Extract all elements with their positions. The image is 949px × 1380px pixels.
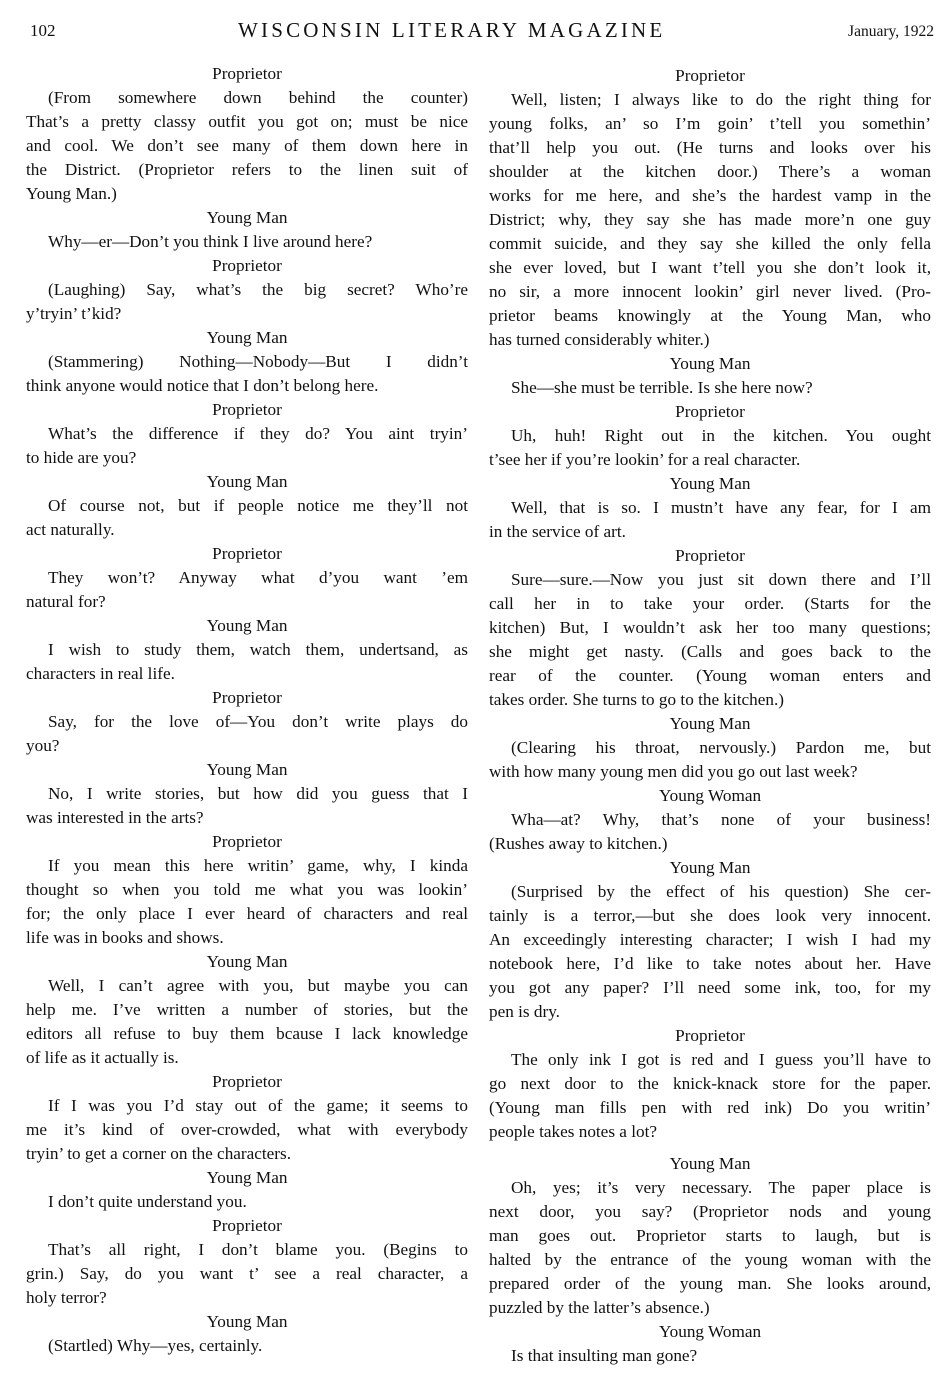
dialogue-line: Why—er—Don’t you think I live around here? — [48, 232, 373, 251]
dialogue-line: (Laughing) Say, what’s the big secret? Who’re — [48, 280, 468, 299]
dialogue-line: Sure—sure.—Now you just sit down there and I’ll — [511, 570, 931, 589]
dialogue-line: call her in to take your order. (Starts for the — [489, 594, 931, 613]
speaker-name: Proprietor — [675, 1026, 745, 1045]
dialogue-line: prietor beams knowingly at the Young Man, who — [489, 306, 931, 325]
speaker-name: Young Man — [206, 1312, 288, 1331]
speaker-name: Young Man — [206, 952, 288, 971]
speaker-name: Young Man — [669, 714, 751, 733]
speaker-name: Young Man — [206, 1168, 288, 1187]
dialogue-line: me it’s kind of over-crowded, what with everybody — [26, 1120, 468, 1139]
dialogue-line: go next door to the knick-knack store for the paper. — [489, 1074, 931, 1093]
speaker-name: Proprietor — [212, 544, 282, 563]
dialogue-line: in the service of art. — [489, 522, 626, 541]
page-number: 102 — [30, 21, 56, 40]
dialogue-block — [26, 1070, 468, 1166]
speaker-name: Young Man — [206, 328, 288, 347]
dialogue-line: That’s a pretty classy outfit you got on; must be nice — [26, 112, 468, 131]
dialogue-block — [489, 1320, 931, 1368]
dialogue-line: Of course not, but if people notice me they’ll not — [48, 496, 468, 515]
issue-date: January, 1922 — [848, 23, 934, 40]
dialogue-line: life was in books and shows. — [26, 928, 224, 947]
dialogue-line: shoulder at the kitchen door.) There’s a woman — [489, 162, 931, 181]
dialogue-block — [26, 1310, 468, 1358]
speaker-name: Young Woman — [658, 786, 762, 805]
dialogue-line: No, I write stories, but how did you guess that I — [48, 784, 468, 803]
dialogue-block — [26, 830, 468, 950]
dialogue-line: If you mean this here writin’ game, why, I kinda — [48, 856, 468, 875]
dialogue-line: natural for? — [26, 592, 106, 611]
dialogue-line: Well, listen; I always like to do the right thing for — [511, 90, 931, 109]
dialogue-line: takes order. She turns to go to the kitchen.) — [489, 690, 784, 709]
speaker-name: Young Man — [669, 354, 751, 373]
speaker-name: Proprietor — [212, 400, 282, 419]
dialogue-line: (Surprised by the effect of his question) She cer- — [511, 882, 931, 901]
dialogue-line: commit suicide, and they say she killed the only fella — [489, 234, 931, 253]
dialogue-block — [26, 206, 468, 254]
dialogue-line: prepared order of the young man. She looks around, — [489, 1274, 931, 1293]
speaker-name: Young Man — [206, 208, 288, 227]
dialogue-line: tryin’ to get a corner on the characters. — [26, 1144, 292, 1163]
dialogue-block — [489, 712, 931, 784]
dialogue-line: That’s all right, I don’t blame you. (Begins to — [48, 1240, 468, 1259]
dialogue-block — [489, 400, 931, 472]
dialogue-line: rear of the counter. (Young woman enters and — [489, 666, 931, 685]
dialogue-line: was interested in the arts? — [26, 808, 204, 827]
dialogue-line: Is that insulting man gone? — [511, 1346, 698, 1365]
dialogue-line: If I was you I’d stay out of the game; it seems to — [48, 1096, 468, 1115]
dialogue-line: grin.) Say, do you want t’ see a real character, a — [26, 1264, 468, 1283]
dialogue-line: help me. I’ve written a number of stories, but the — [26, 1000, 468, 1019]
dialogue-line: no sir, a more innocent lookin’ girl never lived. (Pro- — [489, 282, 931, 301]
dialogue-block — [26, 686, 468, 758]
dialogue-line: with how many young men did you go out last week? — [489, 762, 858, 781]
speaker-name: Proprietor — [675, 546, 745, 565]
dialogue-line: Oh, yes; it’s very necessary. The paper place is — [511, 1178, 931, 1197]
dialogue-line: young folks, an’ so I’m goin’ t’tell you somethin’ — [489, 114, 931, 133]
speaker-name: Proprietor — [212, 64, 282, 83]
speaker-name: Young Woman — [658, 1322, 762, 1341]
dialogue-line: holy terror? — [26, 1288, 107, 1307]
dialogue-line: characters in real life. — [26, 664, 175, 683]
dialogue-line: she might get nasty. (Calls and goes back to the — [489, 642, 931, 661]
speaker-name: Young Man — [669, 858, 751, 877]
dialogue-line: She—she must be terrible. Is she here now? — [511, 378, 813, 397]
dialogue-line: (Rushes away to kitchen.) — [489, 834, 668, 853]
dialogue-line: the District. (Proprietor refers to the linen suit of — [26, 160, 468, 179]
dialogue-line: (Startled) Why—yes, certainly. — [48, 1336, 263, 1355]
dialogue-line: to hide are you? — [26, 448, 137, 467]
dialogue-line: of life as it actually is. — [26, 1048, 179, 1067]
dialogue-line: (From somewhere down behind the counter) — [48, 88, 468, 107]
right-column — [489, 64, 931, 1368]
dialogue-block — [489, 544, 931, 712]
dialogue-block — [26, 470, 468, 542]
magazine-title: WISCONSIN LITERARY MAGAZINE — [238, 18, 666, 42]
dialogue-line: Uh, huh! Right out in the kitchen. You ought — [511, 426, 931, 445]
dialogue-line: thought so when you told me what you was lookin’ — [26, 880, 468, 899]
dialogue-line: pen is dry. — [489, 1002, 560, 1021]
speaker-name: Young Man — [206, 472, 288, 491]
speaker-name: Proprietor — [212, 688, 282, 707]
left-column — [26, 62, 468, 1358]
dialogue-line: next door, you say? (Proprietor nods and young — [489, 1202, 931, 1221]
dialogue-block — [489, 352, 931, 400]
dialogue-line: An exceedingly interesting character; I wish I had my — [489, 930, 931, 949]
dialogue-line: works for me here, and she’s the hardest vamp in the — [489, 186, 931, 205]
dialogue-line: for; the only place I ever heard of characters and real — [26, 904, 468, 923]
speaker-name: Young Man — [206, 760, 288, 779]
dialogue-line: kitchen) But, I wouldn’t ask her too many questions; — [489, 618, 931, 637]
dialogue-block — [489, 472, 931, 544]
speaker-name: Proprietor — [675, 402, 745, 421]
dialogue-line: y’tryin’ t’kid? — [26, 304, 122, 323]
dialogue-line: editors all refuse to buy them bcause I lack knowledge — [26, 1024, 468, 1043]
dialogue-line: t’see her if you’re lookin’ for a real character. — [489, 450, 801, 469]
speaker-name: Proprietor — [212, 1072, 282, 1091]
dialogue-block — [489, 1152, 931, 1320]
dialogue-line: puzzled by the latter’s absence.) — [489, 1298, 710, 1317]
dialogue-line: that’ll help you out. (He turns and looks over his — [489, 138, 931, 157]
dialogue-line: I don’t quite understand you. — [48, 1192, 247, 1211]
dialogue-block — [489, 856, 931, 1024]
dialogue-line: Young Man.) — [26, 184, 117, 203]
dialogue-line: Say, for the love of—You don’t write plays do — [48, 712, 468, 731]
dialogue-line: think anyone would notice that I don’t belong here. — [26, 376, 379, 395]
dialogue-block — [489, 784, 931, 856]
dialogue-block — [26, 758, 468, 830]
dialogue-block — [489, 64, 931, 352]
dialogue-line: people takes notes a lot? — [489, 1122, 657, 1141]
dialogue-line: What’s the difference if they do? You aint tryin’ — [48, 424, 468, 443]
dialogue-line: you got any paper? I’ll need some ink, too, for my — [489, 978, 931, 997]
speaker-name: Proprietor — [212, 832, 282, 851]
speaker-name: Proprietor — [675, 66, 745, 85]
dialogue-line: They won’t? Anyway what d’you want ’em — [48, 568, 468, 587]
dialogue-line: District; why, they say she has made more’n one guy — [489, 210, 931, 229]
dialogue-line: tainly is a terror,—but she does look very innocent. — [489, 906, 931, 925]
dialogue-block — [26, 1214, 468, 1310]
dialogue-line: and cool. We don’t see many of them down here in — [26, 136, 468, 155]
dialogue-line: (Stammering) Nothing—Nobody—But I didn’t — [48, 352, 468, 371]
dialogue-line: I wish to study them, watch them, undertsand, as — [48, 640, 468, 659]
speaker-name: Proprietor — [212, 1216, 282, 1235]
dialogue-line: has turned considerably whiter.) — [489, 330, 710, 349]
dialogue-line: notebook here, I’d like to take notes about her. Have — [489, 954, 931, 973]
dialogue-block — [26, 1166, 468, 1214]
dialogue-block — [489, 1024, 931, 1144]
dialogue-line: act naturally. — [26, 520, 115, 539]
dialogue-block — [26, 950, 468, 1070]
dialogue-line: (Clearing his throat, nervously.) Pardon me, but — [511, 738, 931, 757]
dialogue-line: The only ink I got is red and I guess you’ll have to — [511, 1050, 931, 1069]
dialogue-block — [26, 614, 468, 686]
dialogue-block — [26, 254, 468, 326]
dialogue-line: Well, I can’t agree with you, but maybe you can — [48, 976, 468, 995]
dialogue-line: Wha—at? Why, that’s none of your business! — [511, 810, 931, 829]
speaker-name: Young Man — [669, 1154, 751, 1173]
dialogue-line: man goes out. Proprietor starts to laugh, but is — [489, 1226, 931, 1245]
dialogue-line: she ever loved, but I want t’tell you she don’t look it, — [489, 258, 931, 277]
dialogue-block — [26, 62, 468, 206]
dialogue-line: (Young man fills pen with red ink) Do you writin’ — [489, 1098, 931, 1117]
dialogue-line: halted by the entrance of the young woman with the — [489, 1250, 931, 1269]
speaker-name: Young Man — [669, 474, 751, 493]
dialogue-block — [26, 326, 468, 398]
dialogue-line: Well, that is so. I mustn’t have any fear, for I am — [511, 498, 931, 517]
speaker-name: Young Man — [206, 616, 288, 635]
dialogue-block — [26, 398, 468, 470]
page-header — [30, 18, 934, 46]
speaker-name: Proprietor — [212, 256, 282, 275]
dialogue-line: you? — [26, 736, 60, 755]
dialogue-block — [26, 542, 468, 614]
